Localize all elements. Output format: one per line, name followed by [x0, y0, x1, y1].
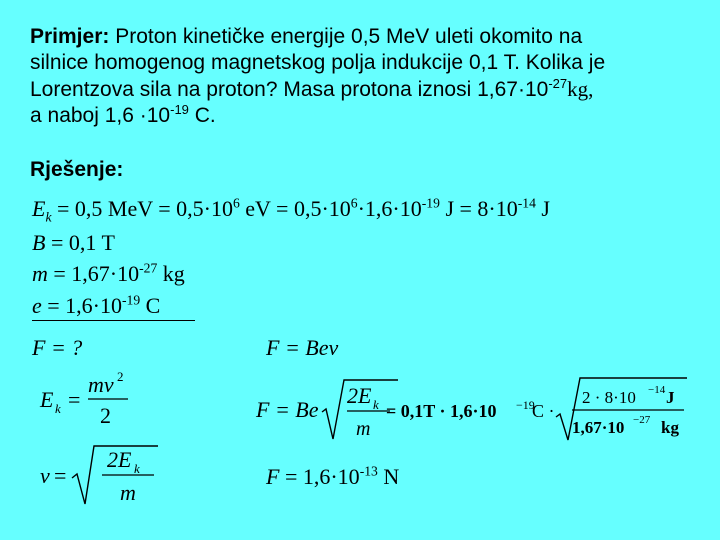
mass-unit: kg,: [567, 77, 594, 101]
svg-text:k: k: [134, 461, 140, 476]
lorentz-formula: F = Bev: [266, 335, 339, 360]
svg-text:v: v: [40, 463, 50, 488]
unknown-force: F = ?: [32, 335, 83, 360]
problem-line-1: Proton kinetičke energije 0,5 MeV uleti okomito na: [109, 25, 583, 48]
problem-line-3: Lorentzova sila na proton? Masa protona iznosi 1,67·10: [30, 78, 549, 101]
svg-text:J: J: [666, 388, 675, 407]
svg-text:=: =: [54, 463, 67, 488]
svg-text:F = Be: F = Be: [256, 397, 319, 422]
svg-text:2: 2: [100, 403, 111, 428]
given-divider: [32, 320, 195, 321]
problem-label: Primjer:: [30, 25, 110, 48]
final-answer: $F = 1,6\cdot 10^{-13}$ N: [266, 463, 400, 489]
given-charge: $e = 1,6\cdot 10^{-19}$ C: [32, 292, 161, 318]
svg-text:2: 2: [117, 369, 124, 384]
svg-text:m: m: [120, 480, 136, 505]
solution-heading: Rješenje:: [30, 158, 124, 181]
velocity-equation: [30, 440, 170, 515]
mass-exponent: -27: [548, 76, 568, 91]
given-mass: $m = 1,67\cdot 10^{-27}$ kg: [32, 260, 185, 286]
given-energy: $E_k = 0,5$ MeV = $0,5\cdot 10^6$ eV = $0,5\cdot 10^6\cdot 1,6\cdot 10^{-19}$ $J = 8\cdot 10^{-14}$ J: [32, 195, 550, 225]
charge-exponent: -19: [170, 102, 189, 117]
problem-line-2: silnice homogenog magnetskog polja indukcije 0,1 T. Kolika je: [30, 51, 606, 74]
svg-text:2E: 2E: [107, 447, 132, 472]
svg-text:2 · 8·10: 2 · 8·10: [582, 388, 636, 407]
svg-text:1,67·10: 1,67·10: [572, 418, 625, 437]
force-calculation: [250, 372, 695, 444]
svg-text:=: =: [68, 387, 81, 412]
svg-text:2E: 2E: [347, 383, 372, 408]
problem-statement: [30, 24, 700, 129]
svg-text:= 0,1T · 1,6·10: = 0,1T · 1,6·10: [386, 401, 497, 421]
svg-text:E: E: [40, 387, 54, 412]
svg-text:kg: kg: [661, 418, 679, 437]
charge-unit: C.: [188, 104, 216, 127]
svg-text:−14: −14: [648, 384, 666, 396]
problem-line-4: a naboj 1,6 ·10: [30, 104, 171, 127]
given-field: B = 0,1 T: [32, 230, 115, 255]
svg-text:mv: mv: [88, 372, 114, 397]
svg-text:k: k: [55, 401, 61, 416]
svg-text:−27: −27: [633, 414, 651, 426]
svg-text:−19: −19: [516, 398, 535, 412]
svg-text:C ·: C ·: [532, 401, 555, 421]
svg-text:m: m: [356, 418, 371, 440]
svg-text:k: k: [373, 397, 379, 412]
kinetic-energy-equation: [30, 368, 170, 438]
